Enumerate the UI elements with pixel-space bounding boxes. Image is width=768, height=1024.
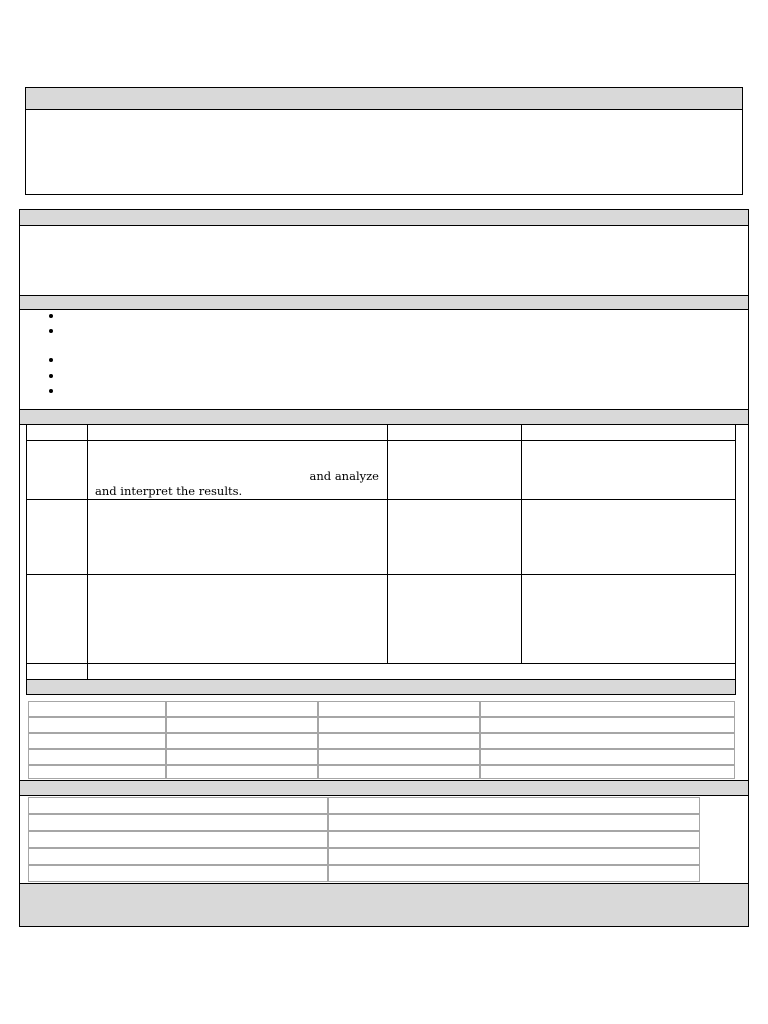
section-header-4 [19,780,749,796]
grid-cell [166,749,318,765]
grid-cell [166,733,318,749]
grid-cell [28,749,166,765]
grid-cell [28,814,328,831]
grid-cell [318,717,480,733]
bullet [49,389,53,393]
grid-cell [328,831,700,848]
grid-cell [28,701,166,717]
bullet [49,358,53,362]
table-rule [87,425,88,679]
section-header-1 [19,209,749,226]
table-cell-row1-line2: and interpret the results. [95,484,243,498]
grid-cell [480,701,735,717]
bottom-band [19,883,749,927]
grid-cell [28,733,166,749]
grid-cell [318,765,480,779]
grid-cell [166,701,318,717]
bullet [49,329,53,333]
grid-cell [28,797,328,814]
grid-cell [480,733,735,749]
grid-cell [28,865,328,882]
table-rule [26,499,736,500]
grid-cell [318,701,480,717]
grid-cell [28,848,328,865]
bullet [49,314,53,318]
table-rule [26,663,736,664]
grid-cell [480,765,735,779]
bullet [49,374,53,378]
table-rule [387,425,388,663]
grid-cell [28,765,166,779]
table-rule [521,425,522,663]
grid-cell [318,749,480,765]
grid-cell [166,717,318,733]
grid-cell [480,717,735,733]
grid-cell [328,814,700,831]
grid-cell [328,865,700,882]
assessment-table [26,425,736,695]
table-rule [26,440,736,441]
grid-cell [328,848,700,865]
grid-cell [480,749,735,765]
grid-cell [28,717,166,733]
grid-cell [166,765,318,779]
table-cell-row1-line1: and analyze [309,469,379,483]
section-header-2 [19,295,749,310]
grid-cell [318,733,480,749]
grid-cell [28,831,328,848]
table-footer-band [26,679,736,695]
table-rule [26,574,736,575]
grid-cell [328,797,700,814]
section-header-3 [19,409,749,425]
top-section-header [25,87,743,110]
